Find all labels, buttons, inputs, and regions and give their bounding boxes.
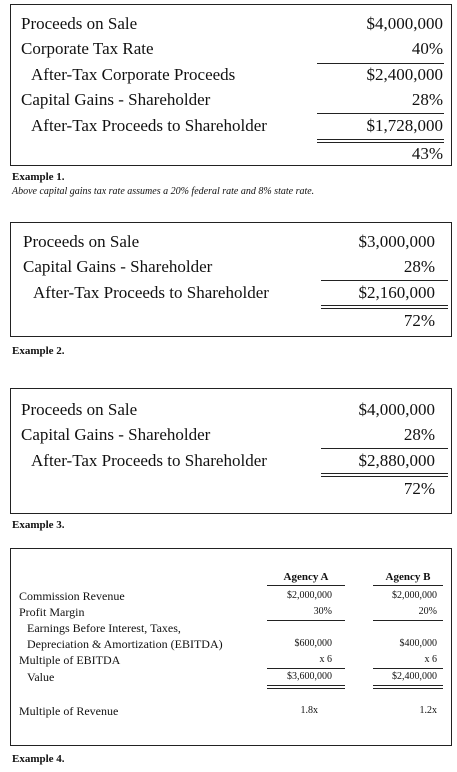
ex4-a-multiple-ebitda: x 6	[319, 654, 332, 665]
ex4-double-rule-value	[267, 685, 345, 686]
ex4-b-value: $2,400,000	[392, 671, 437, 682]
ex4-b-multiple-revenue: 1.2x	[419, 705, 437, 716]
ex4-label-margin: Profit Margin	[19, 605, 85, 619]
ex1-value-cap-gains: 28%	[411, 90, 443, 109]
ex4-label-ebitda-line1: Earnings Before Interest, Taxes,	[27, 621, 181, 635]
ex4-b-ebitda: $400,000	[399, 638, 437, 649]
ex4-rule-margin	[373, 620, 443, 621]
ex2-label-cap-gains: Capital Gains - Shareholder	[23, 257, 213, 276]
ex4-header-agency-a: Agency A	[283, 571, 329, 583]
ex2-double-rule	[321, 308, 448, 309]
ex3-label-proceeds: Proceeds on Sale	[21, 400, 138, 419]
example4-caption: Example 4.	[12, 753, 65, 765]
example3-table	[10, 388, 452, 514]
ex4-a-multiple-revenue: 1.8x	[300, 705, 318, 716]
ex4-label-value: Value	[27, 670, 55, 684]
ex1-label-proceeds: Proceeds on Sale	[21, 14, 138, 33]
example3-caption: Example 3.	[12, 519, 65, 531]
ex2-label-after-tax-sh: After-Tax Proceeds to Shareholder	[33, 283, 269, 302]
ex1-label-cap-gains: Capital Gains - Shareholder	[21, 90, 211, 109]
ex1-rule	[317, 113, 444, 114]
ex1-double-rule	[317, 142, 444, 143]
ex1-label-after-tax-corp: After-Tax Corporate Proceeds	[31, 65, 236, 84]
example1-note: Above capital gains tax rate assumes a 20% federal rate and 8% state rate.	[12, 186, 315, 197]
example2-caption: Example 2.	[12, 345, 65, 357]
ex3-footer-value: 72%	[403, 479, 435, 498]
ex2-value-cap-gains: 28%	[403, 257, 435, 276]
ex3-double-rule	[321, 476, 448, 477]
ex1-footer-value: 43%	[411, 144, 443, 163]
ex1-label-corp-tax: Corporate Tax Rate	[21, 39, 154, 58]
ex3-rule	[321, 448, 448, 449]
ex1-value-corp-tax: 40%	[411, 39, 443, 58]
ex4-a-value: $3,600,000	[287, 671, 332, 682]
ex3-value-proceeds: $4,000,000	[358, 400, 435, 419]
ex1-value-after-tax-sh: $1,728,000	[366, 116, 443, 135]
ex1-value-proceeds: $4,000,000	[366, 14, 443, 33]
ex4-double-rule-value	[373, 688, 443, 689]
ex2-rule	[321, 280, 448, 281]
example1-table	[10, 4, 452, 166]
ex4-double-rule-value	[267, 688, 345, 689]
ex4-header-agency-b: Agency B	[385, 571, 431, 583]
ex4-label-commission: Commission Revenue	[19, 589, 125, 603]
ex2-value-proceeds: $3,000,000	[358, 232, 435, 251]
ex3-label-after-tax-sh: After-Tax Proceeds to Shareholder	[31, 451, 267, 470]
example2-table	[10, 222, 452, 337]
ex4-b-multiple-ebitda: x 6	[424, 654, 437, 665]
ex4-label-multiple-revenue: Multiple of Revenue	[19, 704, 119, 718]
ex4-rule-margin	[267, 620, 345, 621]
ex1-double-rule	[317, 139, 444, 140]
ex4-label-multiple-ebitda: Multiple of EBITDA	[19, 653, 121, 667]
ex3-double-rule	[321, 473, 448, 474]
ex4-rule-multiple	[267, 668, 345, 669]
ex4-label-ebitda-line2: Depreciation & Amortization (EBITDA)	[27, 637, 223, 651]
example4-table	[10, 548, 452, 746]
ex4-header-rule-a	[267, 585, 345, 586]
ex2-label-proceeds: Proceeds on Sale	[23, 232, 140, 251]
ex4-a-margin: 30%	[313, 606, 332, 617]
ex3-label-cap-gains: Capital Gains - Shareholder	[21, 425, 211, 444]
example1-caption: Example 1.	[12, 171, 65, 183]
ex4-header-rule-b	[373, 585, 443, 586]
ex4-b-margin: 20%	[418, 606, 437, 617]
ex1-value-after-tax-corp: $2,400,000	[366, 65, 443, 84]
ex4-rule-multiple	[373, 668, 443, 669]
ex2-double-rule	[321, 305, 448, 306]
ex2-value-after-tax-sh: $2,160,000	[358, 283, 435, 302]
ex4-a-ebitda: $600,000	[294, 638, 332, 649]
ex4-a-commission: $2,000,000	[287, 590, 332, 601]
ex4-double-rule-value	[373, 685, 443, 686]
ex3-value-after-tax-sh: $2,880,000	[358, 451, 435, 470]
ex1-rule	[317, 63, 444, 64]
ex4-b-commission: $2,000,000	[392, 590, 437, 601]
ex3-value-cap-gains: 28%	[403, 425, 435, 444]
ex2-footer-value: 72%	[403, 311, 435, 330]
ex1-label-after-tax-sh: After-Tax Proceeds to Shareholder	[31, 116, 267, 135]
